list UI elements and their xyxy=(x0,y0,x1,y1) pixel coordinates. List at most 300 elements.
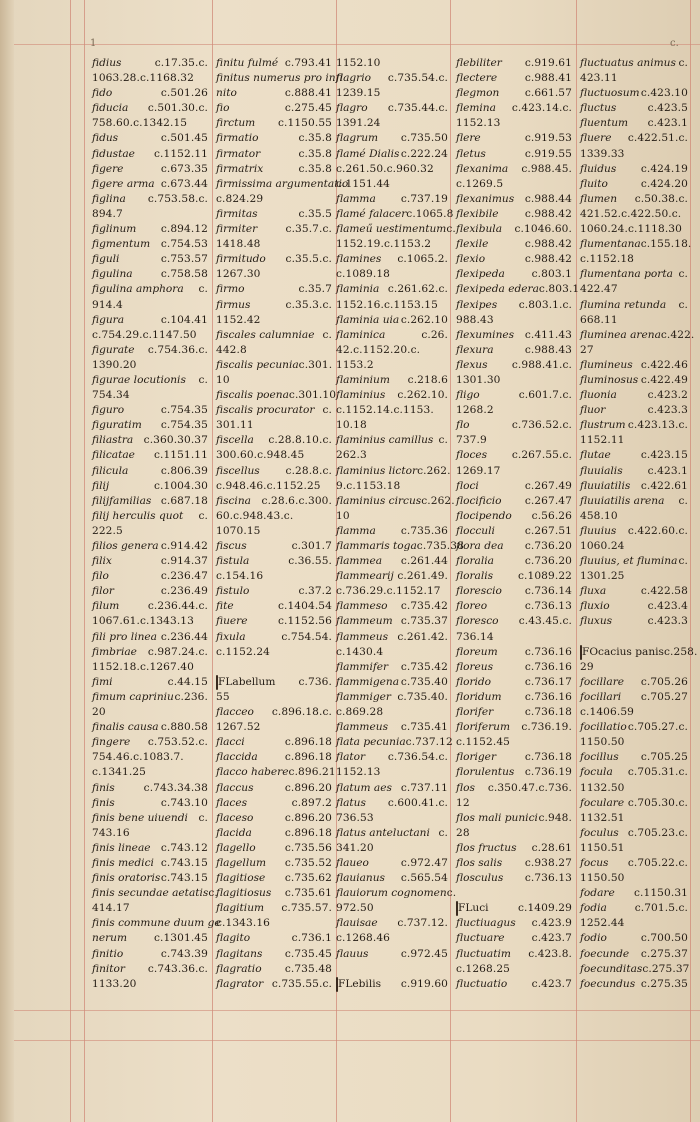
index-entry xyxy=(456,494,572,509)
index-entry xyxy=(336,509,448,524)
entry-headword: figulina amphora xyxy=(92,283,184,296)
entry-headword: floces xyxy=(456,449,488,462)
entry-reference: 301.11 xyxy=(216,419,254,432)
index-entry xyxy=(336,750,448,765)
entry-headword: flemina xyxy=(456,102,496,115)
entry-reference: c.423.8. xyxy=(528,947,572,960)
entry-headword: fili pro linea xyxy=(92,630,157,643)
entry-reference: c.705.25 xyxy=(640,751,688,764)
index-entry xyxy=(92,826,208,841)
entry-reference: c.737.12 xyxy=(405,736,453,749)
entry-reference: c.988.43 xyxy=(524,343,572,356)
index-entry xyxy=(216,977,332,992)
index-entry xyxy=(92,252,208,267)
entry-headword: flexipes xyxy=(456,298,498,311)
index-entry xyxy=(580,599,688,614)
entry-reference: c.43.45.c. xyxy=(518,615,572,628)
entry-headword: filicula xyxy=(92,464,129,477)
entry-headword: firmissima argumentatio xyxy=(216,177,349,190)
entry-reference: c.1341.25 xyxy=(92,766,147,779)
index-entry xyxy=(216,494,332,509)
index-entry xyxy=(92,584,208,599)
entry-headword: flammea xyxy=(336,555,383,568)
entry-headword: flegmon xyxy=(456,87,500,100)
index-entry xyxy=(336,599,448,614)
index-entry xyxy=(456,192,572,207)
index-entry xyxy=(456,720,572,735)
index-entry xyxy=(92,162,208,177)
entry-headword: flammeus xyxy=(336,721,389,734)
entry-reference: c.736.52.c. xyxy=(511,419,572,432)
entry-reference: c. xyxy=(678,555,688,568)
index-entry xyxy=(580,298,688,313)
index-entry xyxy=(216,947,332,962)
entry-headword: fidius xyxy=(92,57,122,69)
entry-reference: c.261.42. xyxy=(397,630,448,643)
index-entry xyxy=(580,554,688,569)
entry-reference: c.360.30.37 xyxy=(143,434,208,447)
index-entry xyxy=(456,584,572,599)
index-entry xyxy=(456,388,572,403)
entry-reference: c.743.12 xyxy=(160,841,208,854)
entry-reference: c.35.5.c. xyxy=(285,253,332,266)
index-entry xyxy=(456,343,572,358)
index-entry xyxy=(216,71,343,86)
index-entry xyxy=(92,403,208,418)
index-entry xyxy=(216,720,332,735)
entry-headword: flexura xyxy=(456,343,494,356)
index-entry xyxy=(336,916,448,931)
index-entry xyxy=(92,977,208,992)
entry-reference: c.36.55. xyxy=(288,555,332,568)
entry-reference: 423.11 xyxy=(580,72,618,85)
entry-reference: c.735.54.c. xyxy=(387,72,448,85)
index-entry xyxy=(216,645,332,660)
index-entry xyxy=(336,524,448,539)
index-entry xyxy=(456,750,572,765)
index-entry xyxy=(92,811,208,826)
index-entry xyxy=(456,735,572,750)
entry-headword: finis lineae xyxy=(92,841,151,854)
index-entry xyxy=(336,494,455,509)
index-entry xyxy=(92,735,208,750)
entry-reference: c.1089.18 xyxy=(336,268,391,281)
index-entry xyxy=(336,569,448,584)
entry-reference: c.743.15 xyxy=(160,856,208,869)
entry-reference: 60.c.948.43.c. xyxy=(216,509,294,522)
entry-reference: c.423.10 xyxy=(640,87,688,100)
entry-headword: flacco habere xyxy=(216,766,289,779)
entry-reference: c.736.16 xyxy=(524,645,572,658)
index-entry xyxy=(336,252,448,267)
entry-reference: c.803.1 xyxy=(538,283,580,296)
entry-reference: 758.60.c.1342.15 xyxy=(92,117,188,130)
index-entry xyxy=(216,222,332,237)
entry-reference: c.897.2 xyxy=(291,796,332,809)
index-entry xyxy=(216,464,332,479)
entry-headword: flumineus xyxy=(580,358,633,371)
index-entry xyxy=(580,343,688,358)
entry-reference: c. xyxy=(198,509,208,522)
entry-reference: 300.60.c.948.45 xyxy=(216,449,305,462)
entry-reference: c.424.20 xyxy=(640,177,688,190)
index-entry xyxy=(456,116,572,131)
entry-reference: c. xyxy=(678,298,688,311)
index-entry xyxy=(336,856,448,871)
entry-reference: 1152.19.c.1153.2 xyxy=(336,238,432,251)
index-entry xyxy=(216,811,332,826)
entry-headword: flaminius xyxy=(336,389,386,402)
entry-headword: fligo xyxy=(456,389,480,402)
column-rule xyxy=(450,0,451,1122)
entry-reference: c.753.57 xyxy=(160,253,208,266)
entry-reference: 1301.30 xyxy=(456,373,501,386)
index-entry xyxy=(580,479,688,494)
index-entry xyxy=(580,539,688,554)
entry-headword: finis secundae aetatis xyxy=(92,887,209,900)
entry-reference: c.1152.11 xyxy=(153,147,208,160)
index-entry xyxy=(456,358,572,373)
entry-headword: flora dea xyxy=(456,540,504,552)
entry-reference: 1267.30 xyxy=(216,268,261,281)
entry-reference: c.735.40. xyxy=(397,690,448,703)
entry-headword: flagrio xyxy=(336,72,371,85)
entry-reference: 1060.24 xyxy=(580,540,625,552)
entry-reference: c.737.19 xyxy=(400,192,448,205)
index-entry xyxy=(216,116,332,131)
entry-reference: c.758.58 xyxy=(160,268,208,281)
entry-reference: c.736. xyxy=(298,675,332,688)
entry-headword: floralis xyxy=(456,570,494,583)
entry-reference: c.35.8 xyxy=(298,147,332,160)
entry-headword: flauiorum cognomen xyxy=(336,887,447,900)
entry-reference: c.1065.2. xyxy=(397,253,448,266)
entry-reference: c.422.60.c. xyxy=(627,524,688,537)
index-entry xyxy=(216,252,332,267)
index-entry xyxy=(216,282,332,297)
entry-headword: flocificio xyxy=(456,494,502,507)
entry-headword: fluxa xyxy=(580,585,607,598)
index-entry xyxy=(216,433,332,448)
entry-reference: c.753.58.c. xyxy=(147,192,208,205)
entry-headword: flexanima xyxy=(456,162,509,175)
entry-reference: c.736.54.c. xyxy=(387,751,448,764)
entry-reference: c.988.41 xyxy=(524,72,572,85)
entry-reference: 1391.24 xyxy=(336,117,381,130)
entry-headword: flexio xyxy=(456,253,486,266)
entry-reference: c.869.28 xyxy=(336,706,384,719)
entry-headword: filum xyxy=(92,600,120,613)
entry-reference: c.988.42 xyxy=(524,253,572,266)
entry-headword: figere arma xyxy=(92,177,155,190)
entry-headword: flumentana porta xyxy=(580,268,673,281)
entry-reference: c.705.23.c. xyxy=(627,826,688,839)
entry-reference: 222.5 xyxy=(92,524,123,537)
index-entry xyxy=(456,916,572,931)
entry-reference: 1268.2 xyxy=(456,404,494,417)
index-entry xyxy=(580,750,688,765)
entry-reference: c.423.2 xyxy=(647,389,688,402)
entry-reference: c.422.51.c. xyxy=(627,132,688,145)
entry-reference: c.948. xyxy=(538,811,572,824)
entry-reference: c.261.50.c.960.32 xyxy=(336,162,434,175)
entry-headword: filo xyxy=(92,570,109,583)
entry-reference: 1152.42 xyxy=(216,313,261,326)
entry-reference: c.258. xyxy=(663,645,698,658)
entry-reference: c.154.16 xyxy=(216,570,264,583)
index-entry xyxy=(336,690,448,705)
entry-reference: 12 xyxy=(456,796,470,809)
entry-reference: c.894.12 xyxy=(160,223,208,236)
entry-reference: c.735.57. xyxy=(281,902,332,915)
index-entry xyxy=(92,569,208,584)
index-entry xyxy=(92,282,208,297)
entry-headword: fluere xyxy=(580,132,612,145)
index-entry xyxy=(456,811,572,826)
index-entry xyxy=(580,192,688,207)
entry-headword: florido xyxy=(456,675,492,688)
index-entry xyxy=(336,811,448,826)
index-entry xyxy=(216,479,332,494)
index-entry xyxy=(580,328,695,343)
index-entry xyxy=(92,886,218,901)
index-entry xyxy=(336,947,448,962)
entry-headword: flagito xyxy=(216,932,251,945)
index-entry xyxy=(580,509,688,524)
index-entry xyxy=(580,796,688,811)
entry-headword: flos mali punici xyxy=(456,811,538,824)
index-entry xyxy=(336,630,448,645)
entry-reference: c.267.47 xyxy=(524,494,572,507)
index-entry xyxy=(580,781,688,796)
entry-reference: c.1404.54 xyxy=(277,600,332,613)
entry-reference: c.919.53 xyxy=(524,132,572,145)
entry-headword: flammiger xyxy=(336,690,391,703)
entry-headword: finitus numerus pro infi xyxy=(216,72,343,85)
entry-headword: figlina xyxy=(92,192,126,205)
entry-reference: c.422.58 xyxy=(640,585,688,598)
entry-headword: flaminia uia xyxy=(336,313,400,326)
entry-headword: firmitudo xyxy=(216,253,266,266)
index-entry xyxy=(336,433,448,448)
entry-reference: c.735.44.c. xyxy=(387,102,448,115)
entry-headword: flammeum xyxy=(336,615,393,628)
entry-reference: c.1150.55 xyxy=(277,117,332,130)
index-entry xyxy=(336,282,448,297)
index-entry xyxy=(456,147,572,162)
entry-reference: c.44.15 xyxy=(167,675,208,688)
entry-reference: c.601.7.c. xyxy=(518,389,572,402)
index-entry xyxy=(216,660,332,675)
index-entry xyxy=(456,931,572,946)
index-entry xyxy=(580,71,688,86)
entry-headword: fletus xyxy=(456,147,486,160)
entry-reference: c.919.55 xyxy=(524,147,572,160)
entry-reference: c.754.35 xyxy=(160,404,208,417)
index-entry xyxy=(456,373,572,388)
entry-headword: flacida xyxy=(216,826,252,839)
entry-headword: floresco xyxy=(456,615,499,628)
index-entry xyxy=(580,584,688,599)
entry-reference: c.705.27.c. xyxy=(627,721,688,734)
entry-reference: c. xyxy=(446,887,457,900)
index-entry xyxy=(92,539,208,554)
index-entry xyxy=(216,690,332,705)
entry-headword: figlinum xyxy=(92,223,137,236)
index-column-4 xyxy=(456,56,580,992)
index-entry xyxy=(92,388,208,403)
entry-reference: c.735.40 xyxy=(400,675,448,688)
index-entry xyxy=(456,856,572,871)
entry-reference: c.743.36.c. xyxy=(147,962,208,975)
entry-headword: flos xyxy=(456,781,475,794)
index-entry xyxy=(580,464,688,479)
entry-headword: figurae locutionis xyxy=(92,373,186,386)
entry-reference: c. xyxy=(438,826,448,839)
index-entry xyxy=(92,660,208,675)
index-entry xyxy=(456,86,572,101)
index-entry xyxy=(336,71,448,86)
index-entry xyxy=(580,675,688,690)
index-entry xyxy=(216,237,332,252)
index-entry xyxy=(456,237,572,252)
index-entry xyxy=(456,464,572,479)
entry-headword: fiscus xyxy=(216,540,247,552)
entry-headword: flexipeda edera xyxy=(456,283,539,296)
entry-reference: c.424.19 xyxy=(640,162,688,175)
column-rule xyxy=(212,0,213,1122)
entry-reference: c.236.47 xyxy=(160,570,208,583)
entry-reference: 1239.15 xyxy=(336,87,381,100)
index-entry xyxy=(336,931,448,946)
entry-headword: fluxus xyxy=(580,615,613,628)
margin-rule-left xyxy=(70,0,71,1122)
entry-reference: c.736.17 xyxy=(524,675,572,688)
entry-reference: c.35.7 xyxy=(298,283,332,296)
index-entry xyxy=(216,162,332,177)
entry-reference: c.914.37 xyxy=(160,555,208,568)
entry-reference: c.104.41 xyxy=(160,313,208,326)
entry-reference: c.1301.45 xyxy=(153,932,208,945)
entry-reference: c. xyxy=(208,887,218,900)
index-entry xyxy=(336,147,448,162)
index-entry xyxy=(216,358,332,373)
entry-reference: c.743.10 xyxy=(160,796,208,809)
entry-headword: finis oratoris xyxy=(92,872,161,885)
index-entry xyxy=(216,177,349,192)
entry-headword: firmatrix xyxy=(216,162,264,175)
index-entry xyxy=(456,826,572,841)
folio-mark-right: c. xyxy=(670,38,679,49)
index-entry xyxy=(92,418,208,433)
index-entry xyxy=(92,962,208,977)
entry-reference: 1150.50 xyxy=(580,872,625,885)
entry-reference: c.501.45 xyxy=(160,132,208,145)
entry-headword: flagrum xyxy=(336,132,379,145)
entry-headword: nerum xyxy=(92,932,128,945)
entry-reference: c.1150.31 xyxy=(633,887,688,900)
index-entry xyxy=(216,418,332,433)
entry-reference: 55 xyxy=(216,690,230,703)
index-entry xyxy=(336,222,456,237)
entry-reference: c.673.35 xyxy=(160,162,208,175)
index-entry xyxy=(216,267,332,282)
index-entry xyxy=(580,856,688,871)
entry-headword: floci xyxy=(456,479,479,492)
index-entry xyxy=(92,101,208,116)
entry-reference: c.267.49 xyxy=(524,479,572,492)
entry-headword: flaceso xyxy=(216,811,254,824)
entry-reference: c.423.13.c. xyxy=(627,419,688,432)
index-entry xyxy=(216,86,332,101)
entry-headword: fluctiuagus xyxy=(456,917,516,930)
entry-headword: flammearij xyxy=(336,570,394,583)
entry-headword: fluuius, et flumina xyxy=(580,555,678,568)
entry-reference: c.236. xyxy=(174,690,208,703)
index-entry xyxy=(336,313,448,328)
index-entry xyxy=(216,750,332,765)
index-entry xyxy=(456,569,572,584)
index-entry xyxy=(92,373,208,388)
entry-reference: c.938.27 xyxy=(524,856,572,869)
entry-headword: flaminius lictor xyxy=(336,464,418,477)
entry-reference: c.754.29.c.1147.50 xyxy=(92,328,197,341)
entry-reference: c.301.10 xyxy=(288,389,337,402)
entry-headword: focillatio xyxy=(580,721,627,734)
index-entry xyxy=(580,901,688,916)
entry-reference: c.1152.18 xyxy=(580,253,635,266)
entry-headword: figere xyxy=(92,162,124,175)
entry-reference: 736.53 xyxy=(336,811,374,824)
index-entry xyxy=(580,660,688,675)
entry-headword: flocipendo xyxy=(456,509,512,522)
index-entry xyxy=(456,298,572,313)
entry-reference: c.422.46 xyxy=(640,358,688,371)
entry-reference: c.880.58 xyxy=(160,721,208,734)
entry-reference: c.735.55.c. xyxy=(271,977,332,990)
index-entry xyxy=(216,871,332,886)
index-entry xyxy=(456,403,572,418)
entry-reference: 1152.13 xyxy=(456,117,501,130)
entry-headword: fidustae xyxy=(92,147,135,160)
entry-reference: 914.4 xyxy=(92,298,123,311)
index-entry xyxy=(216,388,337,403)
entry-headword: fluctuatus animus xyxy=(580,57,676,69)
index-entry xyxy=(580,448,688,463)
index-entry xyxy=(216,207,332,222)
index-entry xyxy=(92,916,221,931)
index-entry xyxy=(456,131,572,146)
entry-reference: c.736.1 xyxy=(291,932,332,945)
entry-headword: fluuialis xyxy=(580,464,623,477)
index-entry xyxy=(92,947,208,962)
entry-reference: c.803.1.c. xyxy=(518,298,572,311)
section-initial-entry: FLabellum xyxy=(218,675,276,688)
index-entry xyxy=(580,237,692,252)
entry-reference: c.803.1 xyxy=(531,268,572,281)
entry-reference: c.735.48 xyxy=(284,962,332,975)
entry-reference: c.888.41 xyxy=(284,87,332,100)
entry-headword: flumen xyxy=(580,192,618,205)
section-initial-entry: FLebilis xyxy=(338,977,382,990)
entry-reference: c.1151.44 xyxy=(336,177,391,190)
entry-reference: c.262.10. xyxy=(397,389,448,402)
entry-reference: 1060.24.c.1118.30 xyxy=(580,223,682,236)
entry-headword: focillari xyxy=(580,690,622,703)
entry-reference: c.17.35.c. xyxy=(154,57,208,69)
entry-reference: c. xyxy=(198,283,208,296)
index-entry xyxy=(456,56,572,71)
